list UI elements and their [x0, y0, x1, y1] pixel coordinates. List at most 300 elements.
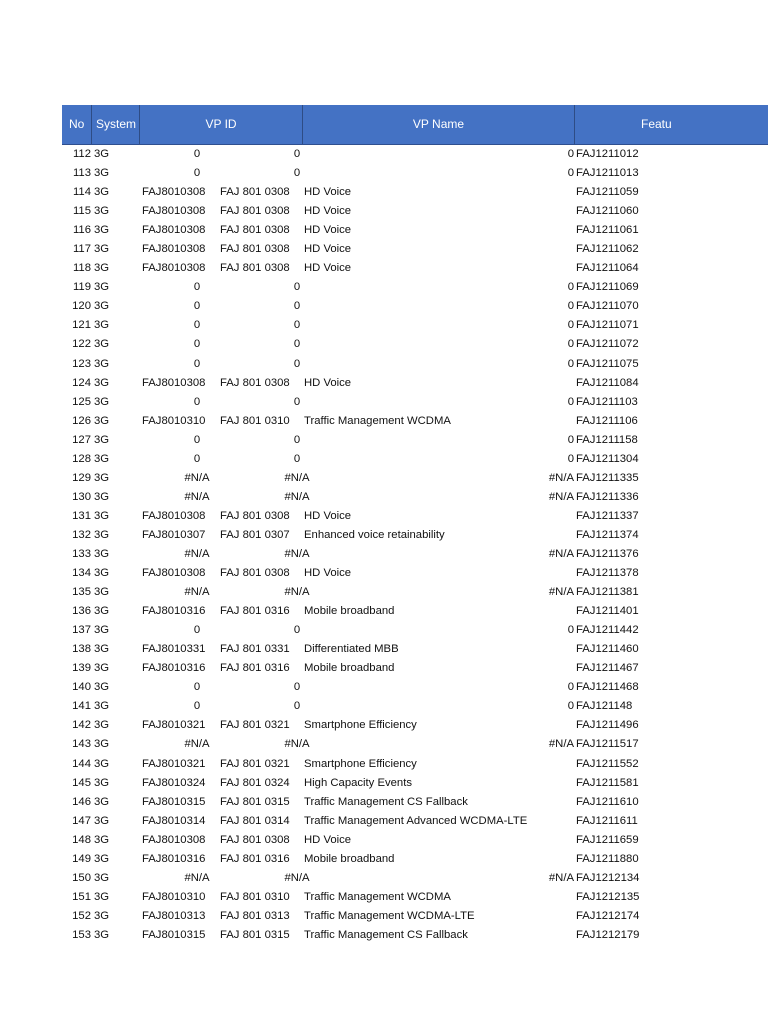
cell-vp-id-formatted[interactable]: 0: [293, 338, 301, 351]
cell-no[interactable]: 130: [72, 490, 91, 503]
cell-vp-name[interactable]: HD Voice: [304, 186, 352, 199]
cell-feature[interactable]: FAJ1211401: [576, 605, 639, 618]
cell-feature[interactable]: FAJ1211659: [576, 833, 639, 846]
cell-system[interactable]: 3G: [94, 605, 110, 618]
cell-system[interactable]: 3G: [94, 547, 110, 560]
cell-no[interactable]: 145: [72, 776, 91, 789]
cell-no[interactable]: 134: [72, 567, 91, 580]
cell-vp-id-formatted[interactable]: 0: [293, 624, 301, 637]
cell-vp-id-formatted[interactable]: FAJ 801 0307: [220, 528, 290, 541]
cell-vp-id-formatted[interactable]: FAJ 801 0308: [220, 186, 290, 199]
cell-no[interactable]: 133: [72, 547, 91, 560]
cell-system[interactable]: 3G: [94, 738, 110, 751]
cell-vp-id-formatted[interactable]: 0: [293, 452, 301, 465]
table-row[interactable]: [62, 374, 768, 393]
cell-vp-name[interactable]: 0: [567, 357, 574, 370]
cell-no[interactable]: 140: [72, 681, 91, 694]
cell-system[interactable]: 3G: [94, 509, 110, 522]
cell-system[interactable]: 3G: [94, 528, 110, 541]
table-row[interactable]: [62, 545, 768, 564]
cell-feature[interactable]: FAJ1211611: [576, 814, 638, 827]
cell-vp-name[interactable]: Mobile broadband: [304, 852, 395, 865]
cell-vp-id[interactable]: #N/A: [184, 738, 210, 751]
cell-vp-name[interactable]: HD Voice: [304, 262, 352, 275]
cell-vp-id[interactable]: #N/A: [184, 490, 210, 503]
table-row[interactable]: [62, 221, 768, 240]
cell-no[interactable]: 121: [72, 319, 91, 332]
cell-vp-id-formatted[interactable]: FAJ 801 0316: [220, 605, 290, 618]
cell-vp-name[interactable]: #N/A: [548, 586, 574, 599]
cell-feature[interactable]: FAJ1211060: [576, 205, 639, 218]
cell-vp-name[interactable]: 0: [567, 148, 574, 160]
cell-vp-name[interactable]: #N/A: [548, 871, 574, 884]
cell-no[interactable]: 123: [72, 357, 91, 370]
cell-feature[interactable]: FAJ1211460: [576, 643, 639, 656]
cell-system[interactable]: 3G: [94, 243, 110, 256]
cell-vp-id[interactable]: 0: [193, 452, 201, 465]
table-row[interactable]: [62, 564, 768, 583]
cell-system[interactable]: 3G: [94, 890, 110, 903]
cell-feature[interactable]: FAJ1211381: [576, 586, 639, 599]
cell-feature[interactable]: FAJ1211335: [576, 471, 639, 484]
cell-vp-id-formatted[interactable]: FAJ 801 0308: [220, 262, 290, 275]
cell-system[interactable]: 3G: [94, 624, 110, 637]
cell-vp-id-formatted[interactable]: 0: [293, 700, 301, 713]
cell-system[interactable]: 3G: [94, 662, 110, 675]
cell-no[interactable]: 150: [72, 871, 91, 884]
cell-vp-name[interactable]: 0: [567, 681, 574, 694]
cell-vp-id[interactable]: #N/A: [184, 471, 210, 484]
cell-no[interactable]: 139: [72, 662, 91, 675]
cell-feature[interactable]: FAJ1211378: [576, 567, 639, 580]
table-row[interactable]: [62, 812, 768, 831]
cell-vp-id-formatted[interactable]: 0: [293, 281, 301, 294]
cell-vp-id[interactable]: FAJ8010308: [142, 567, 206, 580]
cell-vp-id[interactable]: 0: [193, 148, 201, 160]
cell-vp-id[interactable]: FAJ8010308: [142, 205, 206, 218]
cell-system[interactable]: 3G: [94, 148, 110, 160]
table-row[interactable]: [62, 697, 768, 716]
cell-vp-id[interactable]: FAJ8010308: [142, 243, 206, 256]
cell-feature[interactable]: FAJ1211374: [576, 528, 639, 541]
cell-system[interactable]: 3G: [94, 719, 110, 732]
cell-vp-id[interactable]: FAJ8010316: [142, 852, 206, 865]
table-row[interactable]: [62, 716, 768, 735]
cell-vp-name[interactable]: Traffic Management WCDMA-LTE: [304, 909, 475, 922]
table-row[interactable]: [62, 850, 768, 869]
cell-feature[interactable]: FAJ1211084: [576, 376, 639, 389]
table-row[interactable]: [62, 488, 768, 507]
cell-vp-id-formatted[interactable]: #N/A: [284, 471, 310, 484]
cell-vp-name[interactable]: 0: [567, 700, 574, 713]
cell-vp-name[interactable]: HD Voice: [304, 224, 352, 237]
cell-system[interactable]: 3G: [94, 376, 110, 389]
cell-no[interactable]: 143: [72, 738, 91, 751]
cell-no[interactable]: 117: [72, 243, 91, 256]
cell-no[interactable]: 147: [72, 814, 91, 827]
cell-vp-id[interactable]: 0: [193, 319, 201, 332]
table-row[interactable]: [62, 755, 768, 774]
cell-vp-id-formatted[interactable]: FAJ 801 0310: [220, 414, 290, 427]
cell-vp-name[interactable]: #N/A: [548, 490, 574, 503]
cell-feature[interactable]: FAJ1211072: [576, 338, 639, 351]
spreadsheet: [62, 105, 768, 945]
cell-vp-name[interactable]: Traffic Management WCDMA: [304, 890, 451, 903]
cell-no[interactable]: 120: [72, 300, 91, 313]
cell-vp-id-formatted[interactable]: FAJ 801 0308: [220, 509, 290, 522]
cell-vp-id[interactable]: FAJ8010315: [142, 928, 206, 941]
cell-vp-id-formatted[interactable]: FAJ 801 0316: [220, 852, 290, 865]
cell-vp-id[interactable]: FAJ8010315: [142, 795, 206, 808]
cell-no[interactable]: 148: [72, 833, 91, 846]
cell-no[interactable]: 129: [72, 471, 91, 484]
cell-vp-id-formatted[interactable]: FAJ 801 0308: [220, 243, 290, 256]
cell-feature[interactable]: FAJ1211337: [576, 509, 639, 522]
cell-feature[interactable]: FAJ1211552: [576, 757, 639, 770]
cell-feature[interactable]: FAJ1211376: [576, 547, 639, 560]
cell-vp-id[interactable]: FAJ8010316: [142, 662, 206, 675]
cell-vp-name[interactable]: 0: [567, 452, 574, 465]
cell-feature[interactable]: FAJ1211059: [576, 186, 639, 199]
cell-no[interactable]: 153: [72, 928, 91, 941]
cell-no[interactable]: 132: [72, 528, 91, 541]
table-row[interactable]: [62, 450, 768, 469]
cell-system[interactable]: 3G: [94, 643, 110, 656]
cell-no[interactable]: 126: [72, 414, 91, 427]
cell-feature[interactable]: FAJ1211013: [576, 167, 639, 180]
cell-vp-name[interactable]: HD Voice: [304, 567, 352, 580]
cell-system[interactable]: 3G: [94, 586, 110, 599]
cell-system[interactable]: 3G: [94, 852, 110, 865]
table-row[interactable]: [62, 297, 768, 316]
cell-vp-id[interactable]: 0: [193, 300, 201, 313]
table-row[interactable]: [62, 869, 768, 888]
cell-no[interactable]: 152: [72, 909, 91, 922]
table-row[interactable]: [62, 602, 768, 621]
cell-system[interactable]: 3G: [94, 814, 110, 827]
cell-system[interactable]: 3G: [94, 795, 110, 808]
cell-feature[interactable]: FAJ1212174: [576, 909, 640, 922]
cell-feature[interactable]: FAJ1211069: [576, 281, 639, 294]
cell-vp-id-formatted[interactable]: 0: [293, 148, 301, 160]
cell-system[interactable]: 3G: [94, 681, 110, 694]
table-row[interactable]: [62, 259, 768, 278]
cell-vp-name[interactable]: High Capacity Events: [304, 776, 412, 789]
cell-vp-id[interactable]: FAJ8010316: [142, 605, 206, 618]
cell-no[interactable]: 116: [72, 224, 91, 237]
cell-feature[interactable]: FAJ1211304: [576, 452, 639, 465]
cell-vp-name[interactable]: #N/A: [548, 547, 574, 560]
table-row[interactable]: [62, 316, 768, 335]
cell-system[interactable]: 3G: [94, 757, 110, 770]
cell-no[interactable]: 112: [72, 148, 91, 160]
cell-feature[interactable]: FAJ1211880: [576, 852, 639, 865]
cell-vp-id[interactable]: 0: [193, 281, 201, 294]
cell-vp-id[interactable]: 0: [193, 395, 201, 408]
cell-vp-id-formatted[interactable]: 0: [293, 167, 301, 180]
cell-vp-name[interactable]: Traffic Management CS Fallback: [304, 928, 468, 941]
cell-vp-id[interactable]: FAJ8010308: [142, 262, 206, 275]
cell-system[interactable]: 3G: [94, 414, 110, 427]
cell-system[interactable]: 3G: [94, 928, 110, 941]
cell-no[interactable]: 128: [72, 452, 91, 465]
cell-vp-id[interactable]: #N/A: [184, 871, 210, 884]
table-row[interactable]: [62, 774, 768, 793]
cell-vp-id[interactable]: FAJ8010308: [142, 376, 206, 389]
cell-feature[interactable]: FAJ1211071: [576, 319, 639, 332]
cell-system[interactable]: 3G: [94, 452, 110, 465]
cell-vp-name[interactable]: HD Voice: [304, 243, 352, 256]
cell-vp-id[interactable]: #N/A: [184, 547, 210, 560]
cell-feature[interactable]: FAJ1211012: [576, 148, 639, 160]
cell-vp-id[interactable]: FAJ8010310: [142, 414, 206, 427]
table-row[interactable]: [62, 621, 768, 640]
cell-vp-id[interactable]: FAJ8010331: [142, 643, 206, 656]
cell-feature[interactable]: FAJ1212179: [576, 928, 640, 941]
cell-vp-name[interactable]: 0: [567, 395, 574, 408]
cell-system[interactable]: 3G: [94, 262, 110, 275]
table-row[interactable]: [62, 355, 768, 374]
cell-vp-id[interactable]: FAJ8010314: [142, 814, 206, 827]
cell-feature[interactable]: FAJ1211158: [576, 433, 638, 446]
cell-no[interactable]: 127: [72, 433, 91, 446]
cell-system[interactable]: 3G: [94, 186, 110, 199]
header-no[interactable]: No: [62, 105, 92, 144]
table-row[interactable]: [62, 507, 768, 526]
cell-no[interactable]: 137: [72, 624, 91, 637]
cell-system[interactable]: 3G: [94, 909, 110, 922]
table-row[interactable]: [62, 240, 768, 259]
cell-vp-id-formatted[interactable]: FAJ 801 0313: [220, 909, 290, 922]
cell-system[interactable]: 3G: [94, 395, 110, 408]
header-feature[interactable]: Featu: [641, 117, 672, 131]
table-row[interactable]: [62, 793, 768, 812]
cell-vp-id-formatted[interactable]: FAJ 801 0331: [220, 643, 290, 656]
table-row[interactable]: [62, 335, 768, 354]
cell-vp-name[interactable]: Mobile broadband: [304, 662, 395, 675]
cell-vp-id-formatted[interactable]: 0: [293, 433, 301, 446]
cell-vp-id[interactable]: #N/A: [184, 586, 210, 599]
cell-system[interactable]: 3G: [94, 567, 110, 580]
cell-system[interactable]: 3G: [94, 319, 110, 332]
cell-system[interactable]: 3G: [94, 224, 110, 237]
cell-vp-name[interactable]: #N/A: [548, 471, 574, 484]
cell-vp-name[interactable]: HD Voice: [304, 205, 352, 218]
cell-feature[interactable]: FAJ1211106: [576, 414, 638, 427]
cell-vp-id[interactable]: FAJ8010308: [142, 509, 206, 522]
table-row[interactable]: [62, 926, 768, 945]
cell-system[interactable]: 3G: [94, 281, 110, 294]
table-row[interactable]: [62, 831, 768, 850]
cell-vp-name[interactable]: 0: [567, 624, 574, 637]
cell-no[interactable]: 119: [72, 281, 91, 294]
cell-system[interactable]: 3G: [94, 871, 110, 884]
cell-vp-id-formatted[interactable]: FAJ 801 0315: [220, 928, 290, 941]
cell-vp-id[interactable]: 0: [193, 338, 201, 351]
cell-feature[interactable]: FAJ121148: [576, 700, 633, 713]
cell-no[interactable]: 136: [72, 605, 91, 618]
cell-no[interactable]: 125: [72, 395, 91, 408]
cell-vp-id[interactable]: FAJ8010308: [142, 833, 206, 846]
cell-feature[interactable]: FAJ1211468: [576, 681, 639, 694]
table-row[interactable]: [62, 164, 768, 183]
cell-no[interactable]: 115: [72, 205, 91, 218]
cell-vp-id-formatted[interactable]: FAJ 801 0308: [220, 567, 290, 580]
cell-system[interactable]: 3G: [94, 433, 110, 446]
cell-feature[interactable]: FAJ1211467: [576, 662, 639, 675]
cell-no[interactable]: 138: [72, 643, 91, 656]
cell-vp-id[interactable]: FAJ8010308: [142, 224, 206, 237]
cell-feature[interactable]: FAJ1211062: [576, 243, 639, 256]
table-row[interactable]: [62, 526, 768, 545]
table-row[interactable]: [62, 583, 768, 602]
cell-feature[interactable]: FAJ1211517: [576, 738, 639, 751]
table-row[interactable]: [62, 393, 768, 412]
cell-vp-id[interactable]: 0: [193, 681, 201, 694]
cell-vp-name[interactable]: 0: [567, 338, 574, 351]
cell-feature[interactable]: FAJ1211064: [576, 262, 639, 275]
cell-system[interactable]: 3G: [94, 357, 110, 370]
cell-no[interactable]: 146: [72, 795, 91, 808]
cell-vp-id-formatted[interactable]: FAJ 801 0321: [220, 757, 290, 770]
cell-no[interactable]: 118: [72, 262, 91, 275]
cell-vp-id[interactable]: FAJ8010321: [142, 757, 206, 770]
cell-vp-id-formatted[interactable]: 0: [293, 357, 301, 370]
cell-system[interactable]: 3G: [94, 490, 110, 503]
table-row[interactable]: [62, 907, 768, 926]
cell-vp-id-formatted[interactable]: FAJ 801 0314: [220, 814, 290, 827]
cell-vp-id[interactable]: FAJ8010307: [142, 528, 206, 541]
cell-feature[interactable]: FAJ1211581: [576, 776, 639, 789]
cell-vp-id-formatted[interactable]: FAJ 801 0308: [220, 376, 290, 389]
cell-vp-name[interactable]: Mobile broadband: [304, 605, 395, 618]
cell-vp-name[interactable]: Traffic Management WCDMA: [304, 414, 451, 427]
cell-vp-id-formatted[interactable]: FAJ 801 0315: [220, 795, 290, 808]
cell-vp-id-formatted[interactable]: #N/A: [284, 738, 310, 751]
cell-feature[interactable]: FAJ1211610: [576, 795, 639, 808]
cell-vp-id[interactable]: 0: [193, 624, 201, 637]
cell-vp-id-formatted[interactable]: #N/A: [284, 490, 310, 503]
table-row[interactable]: [62, 431, 768, 450]
cell-vp-id-formatted[interactable]: 0: [293, 681, 301, 694]
cell-vp-id-formatted[interactable]: #N/A: [284, 586, 310, 599]
cell-system[interactable]: 3G: [94, 167, 110, 180]
cell-system[interactable]: 3G: [94, 833, 110, 846]
cell-vp-id-formatted[interactable]: 0: [293, 395, 301, 408]
cell-vp-name[interactable]: 0: [567, 300, 574, 313]
cell-vp-id[interactable]: 0: [193, 357, 201, 370]
cell-vp-name[interactable]: Differentiated MBB: [304, 643, 399, 656]
cell-vp-id[interactable]: FAJ8010313: [142, 909, 206, 922]
cell-feature[interactable]: FAJ1211103: [576, 395, 638, 408]
table-row[interactable]: [62, 659, 768, 678]
cell-vp-id-formatted[interactable]: FAJ 801 0321: [220, 719, 290, 732]
table-row[interactable]: [62, 412, 768, 431]
cell-system[interactable]: 3G: [94, 300, 110, 313]
cell-system[interactable]: 3G: [94, 776, 110, 789]
cell-vp-name[interactable]: 0: [567, 319, 574, 332]
cell-vp-name[interactable]: 0: [567, 167, 574, 180]
cell-feature[interactable]: FAJ1211070: [576, 300, 639, 313]
table-row[interactable]: [62, 888, 768, 907]
cell-feature[interactable]: FAJ1211442: [576, 624, 639, 637]
cell-system[interactable]: 3G: [94, 205, 110, 218]
cell-vp-id[interactable]: 0: [193, 700, 201, 713]
cell-feature[interactable]: FAJ1211061: [576, 224, 639, 237]
cell-vp-id-formatted[interactable]: FAJ 801 0316: [220, 662, 290, 675]
cell-vp-id[interactable]: FAJ8010308: [142, 186, 206, 199]
cell-vp-id[interactable]: 0: [193, 433, 201, 446]
cell-vp-name[interactable]: HD Voice: [304, 376, 352, 389]
cell-vp-name[interactable]: 0: [567, 433, 574, 446]
cell-vp-name[interactable]: #N/A: [548, 738, 574, 751]
cell-no[interactable]: 113: [72, 167, 91, 180]
cell-system[interactable]: 3G: [94, 471, 110, 484]
cell-feature[interactable]: FAJ1211336: [576, 490, 639, 503]
cell-no[interactable]: 144: [72, 757, 91, 770]
header-vp-id[interactable]: VP ID: [140, 105, 303, 144]
cell-vp-id-formatted[interactable]: 0: [293, 319, 301, 332]
header-vp-name[interactable]: VP Name: [303, 105, 575, 144]
table-row[interactable]: [62, 735, 768, 754]
cell-no[interactable]: 124: [72, 376, 91, 389]
cell-vp-name[interactable]: HD Voice: [304, 509, 352, 522]
cell-no[interactable]: 141: [72, 700, 91, 713]
table-row[interactable]: [62, 183, 768, 202]
cell-no[interactable]: 135: [72, 586, 91, 599]
cell-vp-name[interactable]: Enhanced voice retainability: [304, 528, 445, 541]
cell-feature[interactable]: FAJ1212134: [576, 871, 640, 884]
cell-vp-id-formatted[interactable]: FAJ 801 0310: [220, 890, 290, 903]
cell-system[interactable]: 3G: [94, 700, 110, 713]
cell-vp-id-formatted[interactable]: #N/A: [284, 547, 310, 560]
cell-feature[interactable]: FAJ1211075: [576, 357, 639, 370]
table-row[interactable]: [62, 145, 768, 164]
cell-vp-name[interactable]: 0: [567, 281, 574, 294]
cell-vp-id-formatted[interactable]: 0: [293, 300, 301, 313]
cell-vp-name[interactable]: Traffic Management CS Fallback: [304, 795, 468, 808]
cell-vp-name[interactable]: Traffic Management Advanced WCDMA-LTE: [304, 814, 528, 827]
cell-vp-id[interactable]: FAJ8010310: [142, 890, 206, 903]
table-row[interactable]: [62, 678, 768, 697]
cell-vp-id[interactable]: FAJ8010324: [142, 776, 206, 789]
cell-vp-id-formatted[interactable]: FAJ 801 0308: [220, 224, 290, 237]
cell-vp-id-formatted[interactable]: FAJ 801 0324: [220, 776, 290, 789]
table-row[interactable]: [62, 640, 768, 659]
cell-vp-name[interactable]: Smartphone Efficiency: [304, 719, 417, 732]
table-row[interactable]: [62, 278, 768, 297]
header-system[interactable]: System: [92, 105, 140, 144]
table-row[interactable]: [62, 469, 768, 488]
cell-vp-name[interactable]: Smartphone Efficiency: [304, 757, 417, 770]
cell-feature[interactable]: FAJ1211496: [576, 719, 639, 732]
cell-feature[interactable]: FAJ1212135: [576, 890, 640, 903]
table-row[interactable]: [62, 202, 768, 221]
cell-system[interactable]: 3G: [94, 338, 110, 351]
cell-no[interactable]: 151: [72, 890, 91, 903]
cell-vp-id-formatted[interactable]: FAJ 801 0308: [220, 833, 290, 846]
cell-vp-id-formatted[interactable]: #N/A: [284, 871, 310, 884]
cell-no[interactable]: 131: [72, 509, 91, 522]
cell-vp-id[interactable]: FAJ8010321: [142, 719, 206, 732]
cell-no[interactable]: 149: [72, 852, 91, 865]
cell-no[interactable]: 142: [72, 719, 91, 732]
cell-vp-id-formatted[interactable]: FAJ 801 0308: [220, 205, 290, 218]
cell-no[interactable]: 122: [72, 338, 91, 351]
cell-no[interactable]: 114: [72, 186, 91, 199]
cell-vp-id[interactable]: 0: [193, 167, 201, 180]
cell-vp-name[interactable]: HD Voice: [304, 833, 352, 846]
